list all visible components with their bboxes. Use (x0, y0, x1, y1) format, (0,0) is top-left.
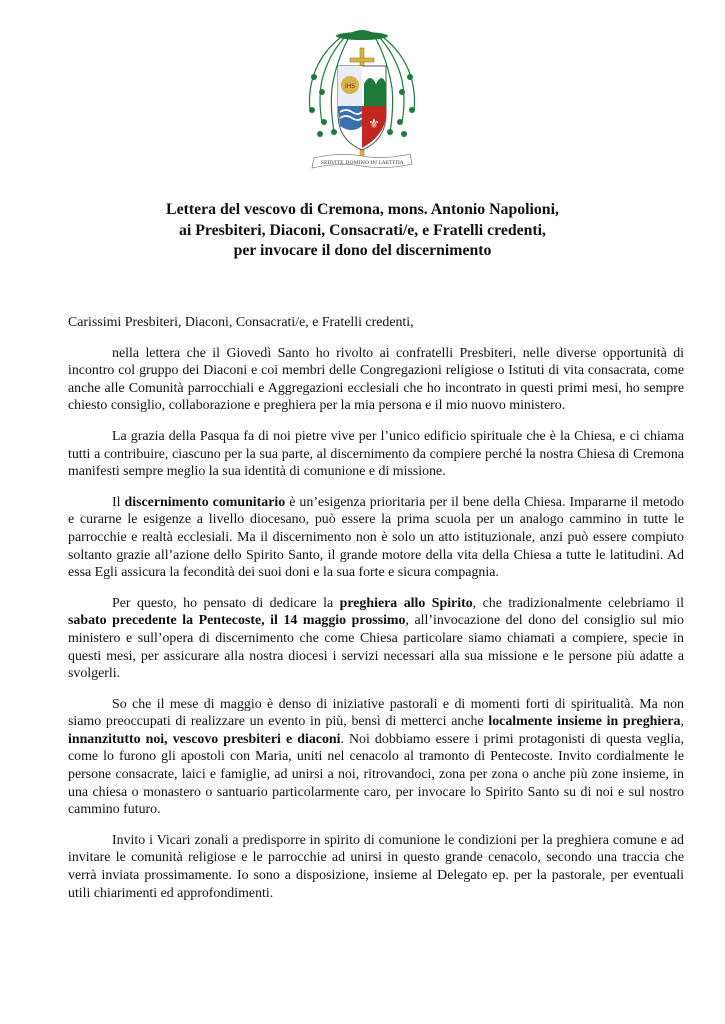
mountains-icon (364, 78, 386, 106)
text-run: . Noi dobbiamo essere i primi protagonisti di questa veglia, come lo furono gli apostoli con Maria, uniti nel cenacolo al tramonto di Pentecoste. Invito cordialmente le persone consacrate, laici e famiglie, ad unirsi a noi, ritrovandoci, zona per zona o anche più zone insieme, in una chiesa o monastero o santuario particolarmente caro, per invocare lo Spirito Santo su di noi e sul nostro cammino futuro. (68, 731, 684, 818)
paragraph (68, 832, 684, 902)
crest-motto: SERVITE DOMINO IN LAETITIA (320, 160, 404, 166)
bold-text: preghiera allo Spirito (339, 595, 473, 611)
motto-scroll (312, 154, 412, 168)
text-run: Per questo, ho pensato di dedicare la (112, 595, 340, 611)
svg-text:IHS: IHS (344, 83, 356, 90)
text-run: , all’invocazione del dono del consiglio sul mio ministero e sull’opera di discernimento che come Chiesa particolare siamo chiamati a compiere, specie in questi mesi, per assicurare alla nostra diocesi i servizi necessari alla sua missione e le persone più adatte a svolgerli. (68, 613, 684, 682)
bold-text: discernimento comunitario (124, 494, 286, 510)
bold-text: localmente insieme in preghiera (488, 714, 681, 730)
paragraph (68, 428, 684, 481)
paragraph (68, 494, 684, 582)
text-run: è un’esigenza prioritaria per il bene della Chiesa. Impararne il metodo e curarne le esigenze a livello diocesano, può essere la prima scuola per un analogo cammino in tutte le parrocchie e realtà ecclesiali. Ma il discernimento non è solo un atto istituzionale, anzi può essere compiuto soltanto grazie all’azione dello Spirito Santo, il grande motore della vita della Chiesa a tutte le latitudini. Ad essa Egli assicura la fecondità dei suoi doni e la sua forte e sicura compagnia. (68, 494, 684, 581)
paragraph (68, 696, 684, 819)
paragraph (68, 345, 684, 415)
title-line-2: ai Presbiteri, Diaconi, Consacrati/e, e Fratelli credenti, (178, 221, 547, 239)
letter-paragraphs (68, 345, 684, 903)
episcopal-coat-of-arms (300, 22, 424, 184)
text-run: , che tradizionalmente celebriamo il (472, 595, 684, 611)
fleur-de-lis-icon: ⚜ (368, 117, 380, 132)
paragraph (68, 595, 684, 683)
letter-body (68, 314, 684, 915)
text-run: nella lettera che il Giovedì Santo ho rivolto ai confratelli Presbiteri, nelle diverse opportunità di incontro col gruppo dei Diaconi e coi membri delle Congregazioni religiose o Istituti di vita consacrata, come anche alle Comunità parrocchiali e Aggregazioni ecclesiali che ho incontrato in questi primi mesi, ho sempre chiesto consiglio, collaborazione e preghiera per la mia persona e il mio nuovo ministero. (68, 345, 684, 414)
shield (338, 66, 386, 150)
bold-text: innanzitutto noi, vescovo presbiteri e diaconi (68, 731, 341, 747)
title-line-3: per invocare il dono del discernimento (233, 242, 492, 259)
bold-text: sabato precedente la Pentecoste, il 14 maggio prossimo (68, 613, 406, 629)
salutation: Carissimi Presbiteri, Diaconi, Consacrati/e, e Fratelli credenti, (68, 315, 414, 330)
title-line-1: Lettera del vescovo di Cremona, mons. Antonio Napolioni, (166, 201, 559, 218)
text-run: Invito i Vicari zonali a predisporre in spirito di comunione le condizioni per la preghiera comune e ad invitare le comunità religiose e le parrocchie ad unirsi in questo grande cenacolo, secondo una traccia che verrà inviata prossimamente. Io sono a disposizione, insieme al Delegato ep. per la pastorale, per eventuali utili chiarimenti ed approfondimenti. (68, 832, 684, 901)
text-run: La grazia della Pasqua fa di noi pietre vive per l’unico edificio spirituale che è la Chiesa, e ci chiama tutti a contribuire, ciascuno per la sua parte, al discernimento da compiere perché la nostra Chiesa di Cremona manifesti sempre meglio la sua identità di comunione e di missione. (68, 428, 684, 480)
letter-title (60, 200, 665, 262)
waves-icon (338, 106, 362, 130)
text-run: Il (112, 494, 125, 510)
text-run: So che il mese di maggio è denso di iniziative pastorali e di momenti forti di spiritualità. Ma non siamo preoccupati di realizzare un evento in più, bensì di metterci anche (68, 696, 684, 730)
text-run: , (680, 714, 684, 730)
